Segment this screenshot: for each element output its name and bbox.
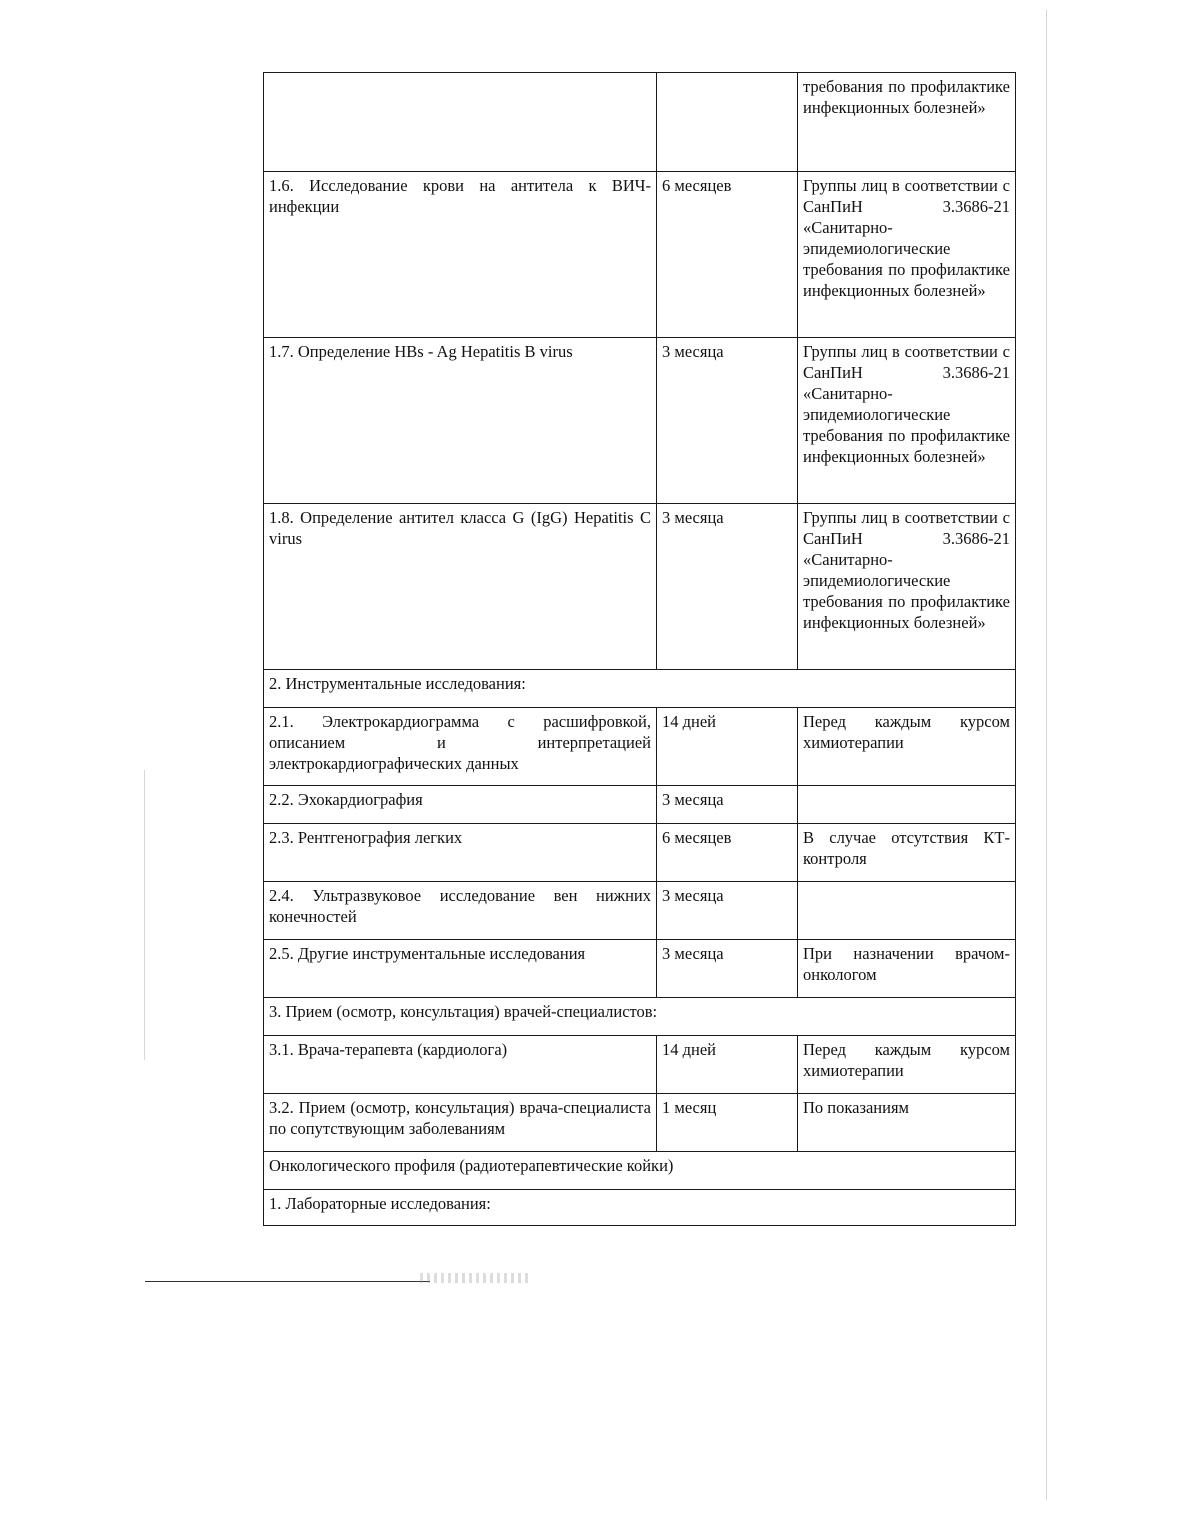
section-heading: Онкологического профиля (радиотерапевтические койки) <box>264 1152 1016 1190</box>
exam-name-cell: 2.2. Эхокардиография <box>264 786 657 824</box>
note-cell: При назначении врачом-онкологом <box>798 940 1016 998</box>
table-row <box>264 1036 1016 1094</box>
period-cell: 6 месяцев <box>657 824 798 882</box>
note-cell: По показаниям <box>798 1094 1016 1152</box>
exam-name-cell: 2.3. Рентгенография легких <box>264 824 657 882</box>
note-cell <box>798 882 1016 940</box>
period-cell: 3 месяца <box>657 940 798 998</box>
note-cell: Группы лиц в соответствии с СанПиН 3.3686-21 «Санитарно-эпидемиологические требования по профилактике инфекционных болезней» <box>798 338 1016 504</box>
table-row <box>264 1094 1016 1152</box>
requirements-table-body <box>264 73 1016 1226</box>
period-cell: 14 дней <box>657 708 798 786</box>
exam-name-cell: 3.2. Прием (осмотр, консультация) врача-специалиста по сопутствующим заболеваниям <box>264 1094 657 1152</box>
exam-name-cell: 1.6. Исследование крови на антитела к ВИЧ-инфекции <box>264 172 657 338</box>
section-row <box>264 1152 1016 1190</box>
table-row <box>264 504 1016 670</box>
scan-artifact <box>420 1273 530 1283</box>
note-cell: Группы лиц в соответствии с СанПиН 3.3686-21 «Санитарно-эпидемиологические требования по профилактике инфекционных болезней» <box>798 172 1016 338</box>
exam-name-cell: 1.7. Определение HBs - Ag Hepatitis B virus <box>264 338 657 504</box>
note-cell: В случае отсутствия КТ-контроля <box>798 824 1016 882</box>
period-cell: 3 месяца <box>657 338 798 504</box>
exam-name-cell: 2.4. Ультразвуковое исследование вен нижних конечностей <box>264 882 657 940</box>
period-cell: 3 месяца <box>657 882 798 940</box>
period-cell: 3 месяца <box>657 504 798 670</box>
note-cell: требования по профилактике инфекционных болезней» <box>798 73 1016 172</box>
note-cell: Перед каждым курсом химиотерапии <box>798 708 1016 786</box>
note-cell: Перед каждым курсом химиотерапии <box>798 1036 1016 1094</box>
period-cell: 3 месяца <box>657 786 798 824</box>
exam-name-cell <box>264 73 657 172</box>
table-row <box>264 73 1016 172</box>
note-cell <box>798 786 1016 824</box>
period-cell: 1 месяц <box>657 1094 798 1152</box>
scan-edge-mark <box>1046 10 1047 1500</box>
table-row <box>264 708 1016 786</box>
exam-name-cell: 1.8. Определение антител класса G (IgG) Hepatitis C virus <box>264 504 657 670</box>
period-cell: 6 месяцев <box>657 172 798 338</box>
section-row <box>264 998 1016 1036</box>
period-cell: 14 дней <box>657 1036 798 1094</box>
section-heading: 3. Прием (осмотр, консультация) врачей-специалистов: <box>264 998 1016 1036</box>
table-row <box>264 824 1016 882</box>
section-row <box>264 1190 1016 1226</box>
section-heading: 2. Инструментальные исследования: <box>264 670 1016 708</box>
scan-edge-mark <box>144 770 145 1060</box>
table-row <box>264 882 1016 940</box>
note-cell: Группы лиц в соответствии с СанПиН 3.3686-21 «Санитарно-эпидемиологические требования по профилактике инфекционных болезней» <box>798 504 1016 670</box>
table-row <box>264 940 1016 998</box>
exam-name-cell: 2.5. Другие инструментальные исследования <box>264 940 657 998</box>
footer-rule <box>145 1281 430 1282</box>
requirements-table <box>263 72 1016 1226</box>
exam-name-cell: 3.1. Врача-терапевта (кардиолога) <box>264 1036 657 1094</box>
period-cell <box>657 73 798 172</box>
table-row <box>264 172 1016 338</box>
section-row <box>264 670 1016 708</box>
exam-name-cell: 2.1. Электрокардиограмма с расшифровкой, описанием и интерпретацией электрокардиографических данных <box>264 708 657 786</box>
section-heading: 1. Лабораторные исследования: <box>264 1190 1016 1226</box>
table-row <box>264 786 1016 824</box>
table-row <box>264 338 1016 504</box>
